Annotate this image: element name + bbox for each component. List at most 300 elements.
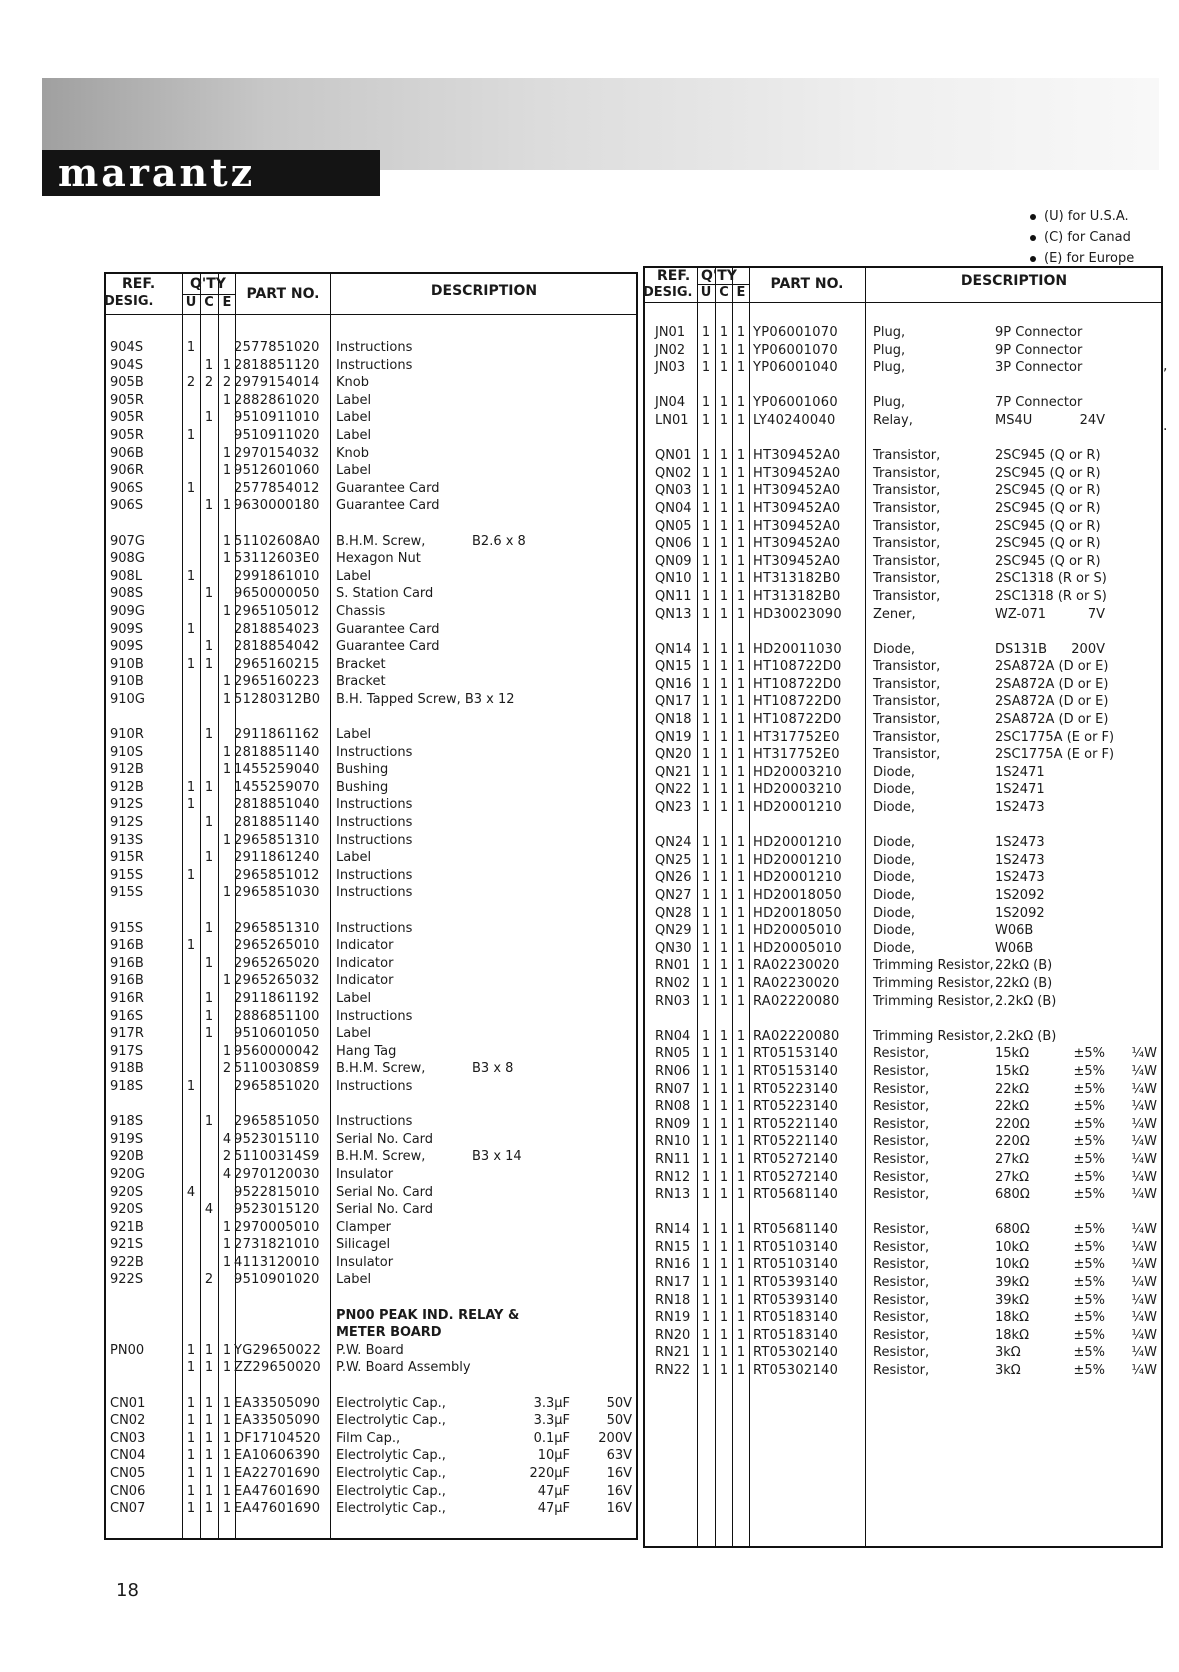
table-row — [106, 550, 636, 568]
cell-ref: QN21 — [655, 764, 692, 780]
cell-c: 1 — [204, 1026, 214, 1042]
cell-desc: Instructions — [336, 340, 413, 355]
cell-desc: Diode, — [873, 888, 915, 903]
table-row — [106, 972, 636, 990]
cell-e: 1 — [222, 1430, 232, 1446]
cell-spec: 1S2092 — [995, 888, 1045, 903]
cell-val: ±5% — [1073, 1151, 1105, 1167]
cell-e: 1 — [736, 1169, 746, 1185]
cell-pn: 9523015120 — [234, 1202, 320, 1218]
cell-desc: Resistor, — [873, 1345, 930, 1361]
table-row — [106, 1201, 636, 1219]
cell-spec: 2SC945 (Q or R) — [995, 500, 1101, 516]
cell-pn: YP06001060 — [753, 395, 838, 411]
cell-pn: HT309452A0 — [753, 518, 841, 534]
cell-ref: 921S — [110, 1237, 144, 1253]
cell-v2: ¼W — [1131, 1134, 1157, 1150]
cell-ref: RN22 — [655, 1363, 691, 1379]
cell-ref: 918S — [110, 1078, 144, 1094]
cell-pn: RT05302140 — [753, 1345, 839, 1361]
cell-pn: 2965851030 — [234, 885, 320, 901]
cell-spec: 2SC945 (Q or R) — [995, 465, 1101, 481]
cell-u: 1 — [186, 1078, 196, 1094]
cell-desc: Trimming Resistor, — [873, 1028, 994, 1044]
cell-pn: 2818851140 — [234, 815, 320, 831]
cell-ref: QN24 — [655, 835, 692, 851]
cell-spec: 22kΩ (B) — [995, 975, 1053, 991]
cell-ref: 909S — [110, 621, 144, 637]
cell-pn: HT108722D0 — [753, 694, 842, 710]
cell-u: 1 — [701, 1292, 711, 1308]
table-row — [645, 465, 1161, 483]
cell-e: 1 — [736, 483, 746, 499]
cell-pn: HD20003210 — [753, 782, 842, 798]
cell-e: 1 — [222, 691, 232, 707]
cell-spec: 2SA872A (D or E) — [995, 694, 1109, 710]
cell-e: 1 — [222, 1466, 232, 1481]
cell-desc: Instructions — [336, 1008, 413, 1024]
cell-ref: 909S — [110, 639, 144, 655]
table-row — [645, 412, 1161, 430]
cell-u: 1 — [186, 1360, 196, 1376]
cell-v2: ¼W — [1131, 1099, 1157, 1115]
cell-pn: 9512601060 — [234, 463, 320, 479]
cell-ref: QN30 — [655, 940, 692, 956]
table-row — [106, 1342, 636, 1360]
cell-desc: Clamper — [336, 1219, 391, 1235]
cell-spec: 1S2473 — [995, 852, 1045, 868]
cell-c: 1 — [204, 1342, 214, 1358]
cell-ref: 918B — [110, 1061, 144, 1077]
cell-pn: RT05393140 — [753, 1292, 839, 1308]
cell-c: 1 — [204, 1448, 214, 1464]
table-row — [106, 1500, 636, 1518]
cell-c: 1 — [204, 920, 214, 936]
parts-rows-right — [645, 324, 1161, 1380]
margin-mark: , — [1163, 358, 1168, 374]
cell-u: 1 — [701, 1063, 711, 1079]
cell-c: 1 — [204, 357, 214, 373]
cell-ref: 904S — [110, 357, 144, 373]
cell-e: 2 — [222, 1061, 232, 1077]
cell-c: 1 — [719, 1028, 729, 1044]
cell-pn: RT05221140 — [753, 1134, 839, 1150]
cell-u: 1 — [186, 1466, 196, 1481]
cell-val: 3.3μF — [533, 1395, 570, 1411]
cell-desc: Hexagon Nut — [336, 551, 421, 567]
cell-u: 1 — [186, 480, 196, 496]
table-row — [106, 796, 636, 814]
cell-c: 1 — [719, 1187, 729, 1203]
cell-pn: 2965265020 — [234, 955, 320, 971]
cell-u: 1 — [701, 1363, 711, 1379]
cell-pn: RA02220080 — [753, 993, 840, 1009]
cell-c: 1 — [204, 815, 214, 831]
cell-ref: 908L — [110, 568, 143, 584]
cell-spec: 3kΩ — [995, 1345, 1021, 1361]
cell-u: 1 — [701, 764, 711, 780]
cell-u: 4 — [186, 1184, 196, 1200]
row-spacer — [106, 708, 636, 726]
cell-u: 1 — [701, 1169, 711, 1185]
cell-pn: HD20005010 — [753, 923, 842, 939]
cell-desc: Transistor, — [873, 729, 941, 745]
cell-c: 1 — [204, 1483, 214, 1499]
cell-ref: CN05 — [110, 1466, 146, 1481]
cell-pn: 2818851140 — [234, 744, 320, 760]
header-qty: Q'TY — [701, 268, 737, 284]
cell-pn: HT108722D0 — [753, 676, 842, 692]
cell-c: 1 — [204, 1501, 214, 1517]
table-row — [106, 1447, 636, 1465]
table-row — [106, 1219, 636, 1237]
cell-desc: Instructions — [336, 744, 413, 760]
cell-desc: Guarantee Card — [336, 480, 440, 496]
cell-u: 1 — [701, 606, 711, 622]
cell-u: 1 — [701, 1028, 711, 1044]
cell-desc: Label — [336, 850, 372, 866]
table-row — [106, 1236, 636, 1254]
cell-e: 1 — [222, 1448, 232, 1464]
cell-c: 1 — [204, 1360, 214, 1376]
cell-desc: Serial No. Card — [336, 1184, 434, 1200]
cell-pn: 9510601050 — [234, 1026, 320, 1042]
table-row — [645, 834, 1161, 852]
table-row — [106, 990, 636, 1008]
cell-u: 1 — [701, 1310, 711, 1326]
cell-pn: LY40240040 — [753, 412, 836, 428]
cell-spec: 680Ω — [995, 1187, 1030, 1203]
cell-desc: Electrolytic Cap., — [336, 1483, 446, 1499]
cell-u: 1 — [701, 870, 711, 886]
cell-e: 1 — [736, 1063, 746, 1079]
cell-c: 1 — [204, 1114, 214, 1130]
cell-pn: RT05393140 — [753, 1275, 839, 1291]
cell-pn: EA33505090 — [234, 1413, 321, 1429]
cell-pn: HT317752E0 — [753, 729, 840, 745]
cell-desc: Label — [336, 990, 372, 1006]
cell-c: 2 — [204, 375, 214, 391]
cell-ref: QN11 — [655, 588, 692, 604]
table-row — [645, 781, 1161, 799]
cell-pn: 2965160223 — [234, 674, 320, 690]
cell-pn: 9510901020 — [234, 1272, 320, 1288]
cell-c: 1 — [719, 412, 729, 428]
table-row — [645, 482, 1161, 500]
cell-spec: 2.2kΩ (B) — [995, 1028, 1057, 1044]
cell-e: 1 — [222, 551, 232, 567]
cell-spec: DS131B — [995, 641, 1047, 657]
cell-ref: LN01 — [655, 412, 689, 428]
cell-spec: 2SC1775A (E or F) — [995, 747, 1115, 763]
cell-e: 1 — [736, 800, 746, 816]
cell-pn: 2970005010 — [234, 1219, 320, 1235]
cell-e: 1 — [736, 500, 746, 516]
cell-spec: 2SC945 (Q or R) — [995, 448, 1101, 464]
cell-val: 0.1μF — [533, 1430, 570, 1446]
table-row — [645, 1081, 1161, 1099]
cell-u: 1 — [701, 412, 711, 428]
table-row — [645, 1327, 1161, 1345]
cell-c: 1 — [719, 958, 729, 974]
table-row — [106, 1025, 636, 1043]
cell-c: 1 — [719, 1151, 729, 1167]
cell-desc: Transistor, — [873, 536, 941, 552]
cell-desc: Bracket — [336, 656, 386, 672]
cell-pn: EA47601690 — [234, 1501, 321, 1517]
cell-u: 1 — [701, 465, 711, 481]
cell-v2: ¼W — [1131, 1310, 1157, 1326]
cell-val: 7V — [1087, 606, 1105, 622]
cell-desc: Instructions — [336, 832, 413, 848]
cell-desc: Diode, — [873, 835, 915, 851]
cell-desc: Transistor, — [873, 500, 941, 516]
cell-desc: Label — [336, 427, 372, 443]
cell-ref: QN15 — [655, 659, 692, 675]
cell-val: ±5% — [1073, 1116, 1105, 1132]
cell-e: 1 — [736, 923, 746, 939]
cell-desc: Resistor, — [873, 1046, 930, 1062]
cell-pn: 2818851040 — [234, 797, 320, 813]
cell-e: 1 — [222, 674, 232, 690]
table-row — [645, 606, 1161, 624]
cell-desc: Resistor, — [873, 1116, 930, 1132]
cell-desc: Resistor, — [873, 1081, 930, 1097]
cell-desc: Transistor, — [873, 483, 941, 499]
cell-ref: RN14 — [655, 1222, 691, 1238]
cell-u: 2 — [186, 375, 196, 391]
cell-desc: Silicagel — [336, 1237, 391, 1253]
cell-pn: EA22701690 — [234, 1466, 321, 1481]
cell-pn: 2965851310 — [234, 832, 320, 848]
cell-desc: Label — [336, 727, 372, 743]
cell-desc: Resistor, — [873, 1063, 930, 1079]
cell-desc: Label — [336, 463, 372, 479]
table-row — [106, 462, 636, 480]
cell-u: 1 — [701, 342, 711, 358]
cell-ref: QN01 — [655, 448, 692, 464]
cell-e: 1 — [736, 448, 746, 464]
parts-table-right — [643, 266, 1163, 1548]
cell-ref: RN12 — [655, 1169, 691, 1185]
table-row — [106, 867, 636, 885]
cell-c: 4 — [204, 1202, 214, 1218]
cell-desc: Transistor, — [873, 553, 941, 569]
cell-u: 1 — [701, 852, 711, 868]
cell-e: 1 — [736, 888, 746, 903]
cell-pn: 51100308S9 — [234, 1061, 320, 1077]
cell-e: 1 — [736, 835, 746, 851]
cell-u: 1 — [701, 993, 711, 1009]
cell-desc: P.W. Board Assembly — [336, 1360, 471, 1376]
cell-ref: 908G — [110, 551, 145, 567]
cell-ref: 905R — [110, 392, 144, 408]
cell-ref: 906S — [110, 498, 144, 514]
table-row — [645, 518, 1161, 536]
cell-e: 1 — [222, 392, 232, 408]
cell-desc: Transistor, — [873, 465, 941, 481]
cell-u: 1 — [701, 1187, 711, 1203]
cell-spec: 2SC1318 (R or S) — [995, 571, 1107, 587]
cell-c: 1 — [719, 1239, 729, 1255]
cell-spec: 22kΩ — [995, 1099, 1030, 1115]
table-row — [645, 940, 1161, 958]
cell-e: 2 — [222, 375, 232, 391]
table-row — [106, 884, 636, 902]
cell-ref: RN15 — [655, 1239, 691, 1255]
table-row — [106, 1412, 636, 1430]
cell-e: 1 — [736, 641, 746, 657]
cell-pn: RT05272140 — [753, 1151, 839, 1167]
bullet-icon — [1030, 214, 1036, 220]
cell-pn: HD20001210 — [753, 835, 842, 851]
table-row — [645, 975, 1161, 993]
cell-u: 1 — [186, 1395, 196, 1411]
cell-u: 1 — [701, 500, 711, 516]
cell-pn: 2965105012 — [234, 603, 320, 619]
cell-spec: 2SC1318 (R or S) — [995, 588, 1107, 604]
cell-c: 1 — [719, 500, 729, 516]
cell-u: 1 — [701, 360, 711, 376]
cell-c: 1 — [719, 360, 729, 376]
cell-ref: QN17 — [655, 694, 692, 710]
cell-ref: QN02 — [655, 465, 692, 481]
table-row — [645, 394, 1161, 412]
cell-desc: Electrolytic Cap., — [336, 1466, 446, 1481]
cell-pn: 9523015110 — [234, 1131, 320, 1147]
cell-pn: 2965851020 — [234, 1078, 320, 1094]
cell-c: 1 — [719, 870, 729, 886]
cell-u: 1 — [701, 448, 711, 464]
cell-pn: 2577851020 — [234, 340, 320, 355]
cell-desc: Diode, — [873, 641, 915, 657]
cell-ref: QN16 — [655, 676, 692, 692]
cell-ref: 917R — [110, 1026, 144, 1042]
cell-desc: B.H.M. Screw, — [336, 1061, 426, 1077]
cell-spec: 220Ω — [995, 1134, 1030, 1150]
cell-v2: ¼W — [1131, 1187, 1157, 1203]
cell-pn: HT309452A0 — [753, 500, 841, 516]
cell-desc: Trimming Resistor, — [873, 958, 994, 974]
table-row — [645, 887, 1161, 905]
cell-spec: 2SA872A (D or E) — [995, 712, 1109, 728]
cell-u: 1 — [701, 588, 711, 604]
cell-pn: ZZ29650020 — [234, 1360, 321, 1376]
cell-pn: RA02230020 — [753, 958, 840, 974]
cell-ref: 919S — [110, 1131, 144, 1147]
cell-u: 1 — [701, 747, 711, 763]
cell-c: 1 — [719, 1081, 729, 1097]
parts-rows-left — [106, 339, 636, 1518]
cell-pn: RT05183140 — [753, 1310, 839, 1326]
header-e: E — [222, 295, 232, 310]
header-ref: REF. — [657, 268, 691, 284]
cell-v2: 16V — [606, 1466, 632, 1481]
cell-desc: Insulator — [336, 1254, 394, 1270]
cell-desc: B.H.M. Screw, — [336, 1149, 426, 1165]
cell-e: 1 — [736, 1345, 746, 1361]
cell-pn: HT309452A0 — [753, 553, 841, 569]
cell-c: 1 — [719, 1222, 729, 1238]
cell-ref: QN14 — [655, 641, 692, 657]
table-row — [106, 638, 636, 656]
cell-u: 1 — [186, 340, 196, 355]
cell-e: 1 — [736, 1275, 746, 1291]
cell-u: 1 — [701, 641, 711, 657]
cell-pn: 2911861192 — [234, 990, 320, 1006]
cell-c: 1 — [719, 395, 729, 411]
cell-ref: 906S — [110, 480, 144, 496]
legend-item: (U) for U.S.A. — [1030, 206, 1134, 227]
cell-val: ±5% — [1073, 1239, 1105, 1255]
table-row — [645, 570, 1161, 588]
cell-c: 1 — [719, 518, 729, 534]
cell-c: 1 — [719, 1063, 729, 1079]
cell-spec: 22kΩ (B) — [995, 958, 1053, 974]
table-row — [645, 711, 1161, 729]
cell-c: 1 — [719, 888, 729, 903]
cell-spec: 10kΩ — [995, 1239, 1030, 1255]
cell-desc: Bracket — [336, 674, 386, 690]
cell-e: 1 — [222, 1501, 232, 1517]
cell-desc: Resistor, — [873, 1239, 930, 1255]
table-row — [106, 357, 636, 375]
row-spacer — [645, 623, 1161, 641]
cell-ref: 904S — [110, 340, 144, 355]
cell-ref: 916S — [110, 1008, 144, 1024]
table-row — [106, 656, 636, 674]
table-row — [106, 779, 636, 797]
cell-desc: P.W. Board — [336, 1342, 404, 1358]
table-row — [106, 1430, 636, 1448]
cell-pn: RT05103140 — [753, 1239, 839, 1255]
cell-desc: Resistor, — [873, 1187, 930, 1203]
cell-pn: 2731821010 — [234, 1237, 320, 1253]
cell-c: 1 — [719, 1099, 729, 1115]
header-c: C — [204, 295, 214, 310]
cell-pn: EA47601690 — [234, 1483, 321, 1499]
header-desig: DESIG. — [643, 285, 693, 300]
row-spacer — [645, 430, 1161, 448]
cell-e: 1 — [222, 1395, 232, 1411]
table-row — [645, 1239, 1161, 1257]
cell-ref: 910S — [110, 744, 144, 760]
table-row — [106, 937, 636, 955]
cell-e: 1 — [736, 1327, 746, 1343]
table-row — [106, 1254, 636, 1272]
table-row — [645, 324, 1161, 342]
cell-ref: 906B — [110, 445, 144, 461]
cell-pn: HT108722D0 — [753, 659, 842, 675]
cell-desc: Transistor, — [873, 712, 941, 728]
margin-mark: . — [1163, 418, 1168, 434]
header-u: U — [700, 285, 712, 300]
cell-c: 1 — [719, 571, 729, 587]
table-row — [106, 1043, 636, 1061]
cell-val: ±5% — [1073, 1046, 1105, 1062]
cell-e: 1 — [222, 1342, 232, 1358]
cell-ref: 916B — [110, 938, 144, 954]
cell-e: 1 — [222, 1254, 232, 1270]
table-row — [645, 1362, 1161, 1380]
cell-pn: 1455259040 — [234, 762, 320, 778]
header-e: E — [736, 285, 746, 300]
cell-pn: 9510911010 — [234, 410, 320, 426]
cell-ref: RN08 — [655, 1099, 691, 1115]
cell-ref: RN20 — [655, 1327, 691, 1343]
table-row — [106, 392, 636, 410]
cell-u: 1 — [701, 1099, 711, 1115]
